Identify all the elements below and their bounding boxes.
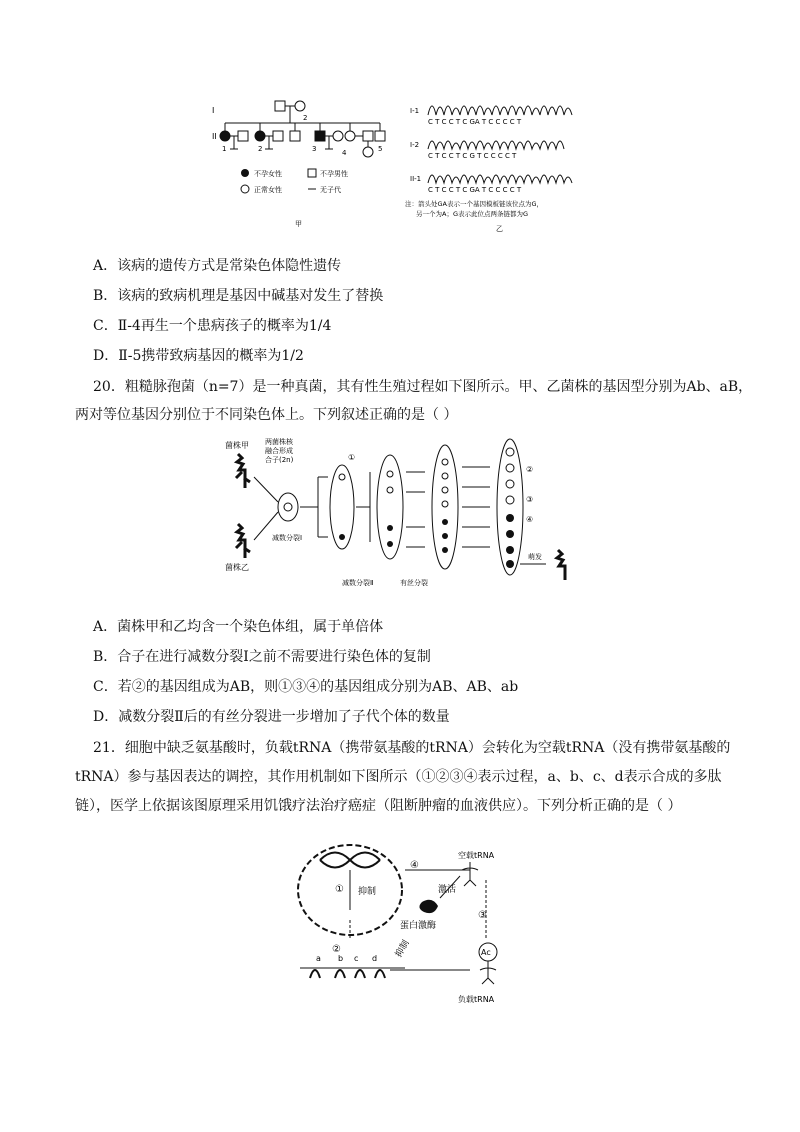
fusion-label-3: 合子(2n) [265, 456, 294, 464]
chain-d: d [372, 954, 378, 963]
legend-normal-female: 正常女性 [254, 186, 282, 194]
legend-no-offspring: 无子代 [320, 186, 341, 194]
q19-option-b: B．该病的致病机理是基因中碱基对发生了替换 [93, 288, 384, 304]
strain-b-label: 菌株乙 [225, 563, 249, 572]
seq-label-3: II-1 [410, 175, 422, 183]
ind-num-5: 5 [378, 145, 383, 153]
seq-2: C T C C T C G T C C C C T [428, 152, 517, 160]
q20-option-b: B．合子在进行减数分裂Ⅰ之前不需要进行染色体的复制 [93, 649, 431, 665]
activate-label: 激活 [438, 885, 457, 895]
ind-num-3: 3 [312, 145, 317, 153]
process-2: ② [332, 944, 341, 955]
strain-a-label: 菌株甲 [225, 441, 249, 450]
ind-num-4: 4 [342, 149, 347, 157]
legend-affected-female: 不孕女性 [254, 170, 282, 178]
ac-label: Ac [481, 948, 491, 957]
seq-label-2: I-2 [410, 141, 420, 149]
mark-1: ① [348, 453, 356, 462]
mark-2: ② [526, 465, 534, 474]
mark-4: ④ [526, 515, 534, 524]
sequencing-traces [405, 106, 572, 233]
q20-stem-1: 20．粗糙脉孢菌（n=7）是一种真菌，其有性生殖过程如下图所示。甲、乙菌株的基因型分别为Ab、aB， [93, 379, 753, 395]
legend-affected-male: 不孕男性 [320, 170, 348, 178]
gen2-label: II [212, 132, 217, 141]
q19-option-c: C．Ⅱ-4再生一个患病孩子的概率为1/4 [93, 318, 332, 334]
q21-stem-1: 21．细胞中缺乏氨基酸时，负载tRNA（携带氨基酸的tRNA）会转化为空载tRNA（没有携带氨基酸的 [93, 740, 731, 756]
gen1-label: I [212, 106, 215, 115]
empty-trna-label: 空载tRNA [458, 851, 495, 860]
fusion-label-1: 两菌株核 [265, 438, 293, 446]
mark-3: ③ [526, 495, 534, 504]
process-4: ④ [410, 860, 419, 871]
seq-1: C T C C T C GA T C C C C T [428, 118, 522, 126]
pedigree-sequencing-figure [200, 95, 600, 235]
seq-label-1: I-1 [410, 107, 420, 115]
fig1-caption-b: 乙 [496, 225, 503, 233]
meiosis1-label: 减数分裂Ⅰ [272, 534, 303, 542]
seq-3: C T C C T C GA T C C C C T [428, 186, 522, 194]
loaded-trna-label: 负载tRNA [458, 995, 495, 1004]
neurospora-lifecycle-figure [220, 432, 580, 592]
q21-stem-2: tRNA）参与基因表达的调控，其作用机制如下图所示（①②③④表示过程，a、b、c、d表示合成的多肽 [75, 769, 722, 785]
q20-stem-2: 两对等位基因分别位于不同染色体上。下列叙述正确的是（ ） [75, 407, 458, 423]
process-1: ① [335, 884, 344, 895]
seq-note-1: 注：箭头处GA表示一个基因模板链该位点为G， [405, 200, 544, 208]
inhibit-1: 抑制 [358, 887, 377, 897]
chain-a: a [316, 954, 321, 963]
process-3: ③ [478, 910, 487, 921]
gen1-num: 2 [303, 114, 308, 122]
q20-option-c: C．若②的基因组成为AB，则①③④的基因组成分别为AB、AB、ab [93, 679, 519, 695]
mitosis-label: 有丝分裂 [400, 579, 428, 587]
q19-option-a: A．该病的遗传方式是常染色体隐性遗传 [93, 258, 342, 274]
chain-b: b [338, 954, 344, 963]
fig1-caption-a: 甲 [295, 220, 302, 228]
ind-num-2: 2 [258, 145, 263, 153]
meiosis2-label: 减数分裂Ⅱ [342, 579, 374, 587]
q19-option-d: D．Ⅱ-5携带致病基因的概率为1/2 [93, 348, 304, 364]
q20-option-a: A．菌株甲和乙均含一个染色体组，属于单倍体 [93, 619, 384, 635]
chain-c: c [354, 954, 359, 963]
seq-note-2: 另一个为A；G表示此位点两条链都为G [416, 210, 529, 218]
fusion-label-2: 融合形成 [265, 447, 293, 455]
inhibit-2: 抑制 [394, 938, 412, 960]
q21-stem-3: 链），医学上依据该图原理采用饥饿疗法治疗癌症（阻断肿瘤的血液供应）。下列分析正确的是（ ） [75, 798, 682, 814]
q20-option-d: D．减数分裂Ⅱ后的有丝分裂进一步增加了子代个体的数量 [93, 709, 450, 725]
trna-regulation-figure [290, 840, 540, 1010]
ind-num-1: 1 [222, 145, 227, 153]
kinase-label: 蛋白激酶 [400, 921, 437, 931]
germinate-label: 萌发 [528, 553, 542, 561]
